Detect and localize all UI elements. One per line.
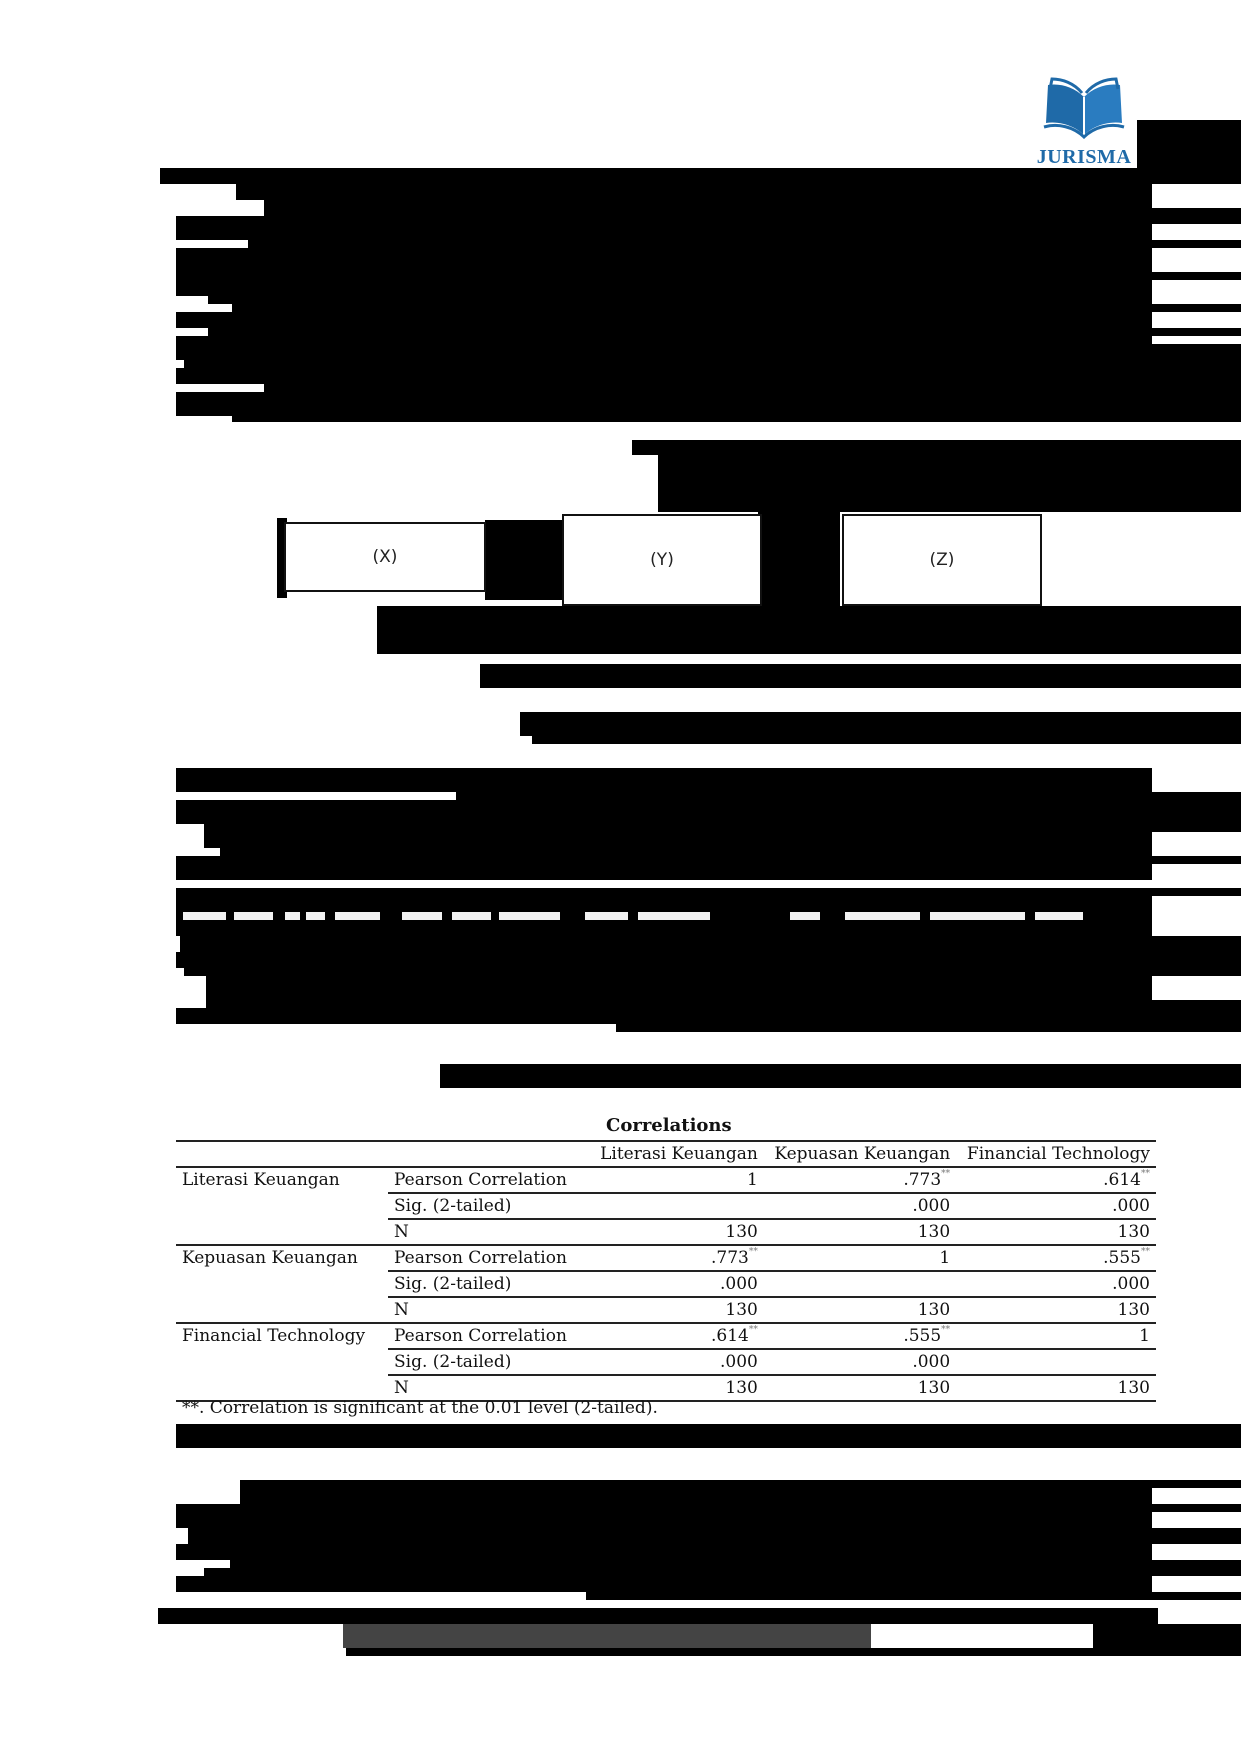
stripe-break: [1025, 912, 1035, 920]
stat-label: Pearson Correlation: [388, 1323, 590, 1349]
line-gap: [632, 455, 658, 512]
redacted-figure-caption: [480, 664, 1241, 688]
line-gap: [1152, 1488, 1241, 1504]
line-gap: [176, 1024, 616, 1032]
line-gap: [1152, 184, 1241, 208]
variable-label: Financial Technology: [176, 1323, 388, 1401]
stat-label: Pearson Correlation: [388, 1245, 590, 1271]
cell: 130: [956, 1375, 1156, 1401]
variable-box-z: [842, 514, 1042, 606]
redacted-header: [160, 168, 1241, 184]
stat-label: Sig. (2-tailed): [388, 1271, 590, 1297]
line-gap: [520, 736, 532, 744]
stat-label: N: [388, 1297, 590, 1323]
cell: 1: [764, 1245, 956, 1271]
cell: 130: [764, 1375, 956, 1401]
stripe-break: [226, 912, 234, 920]
journal-name: JURISMA: [1036, 146, 1132, 168]
journal-logo: [1030, 75, 1138, 175]
line-gap: [176, 936, 180, 952]
stripe-break: [442, 912, 452, 920]
stat-label: Pearson Correlation: [388, 1167, 590, 1193]
line-gap: [176, 968, 184, 976]
line-gap: [176, 824, 204, 848]
table-row: [176, 1167, 1156, 1193]
cell: 130: [590, 1297, 764, 1323]
redacted-diagram-arrow-2: [758, 512, 840, 608]
cell: [764, 1271, 956, 1297]
column-header: Literasi Keuangan: [600, 1144, 758, 1164]
redacted-diagram-arrow-1: [485, 520, 565, 600]
redacted-footer-rule: [158, 1608, 1158, 1624]
redacted-footer-strip: [346, 1648, 1241, 1656]
line-gap: [1152, 224, 1241, 240]
line-gap: [1152, 976, 1241, 1000]
cell: [956, 1349, 1156, 1375]
line-gap: [1152, 896, 1241, 936]
line-gap: [176, 1528, 188, 1544]
cell: .555**: [956, 1245, 1156, 1271]
line-gap: [176, 184, 236, 200]
cell: 1: [956, 1323, 1156, 1349]
stat-label: N: [388, 1219, 590, 1245]
stripe-break: [920, 912, 930, 920]
redacted-section-heading: [520, 712, 1241, 744]
cell: 1: [590, 1167, 764, 1193]
line-gap: [1152, 768, 1241, 792]
table-title: Correlations: [606, 1115, 732, 1136]
variable-box-y: [562, 514, 762, 606]
stripe-break: [325, 912, 335, 920]
cell: .000: [956, 1193, 1156, 1219]
line-gap: [176, 304, 232, 312]
stripe-break: [628, 912, 638, 920]
stripe-break: [560, 912, 585, 920]
line-gap: [176, 240, 248, 248]
line-gap: [1152, 832, 1241, 856]
variable-x-label: (X): [372, 547, 398, 567]
cell: .555**: [764, 1323, 956, 1349]
line-gap: [1152, 1512, 1241, 1528]
line-gap: [176, 360, 184, 368]
stripe-break: [820, 912, 845, 920]
redacted-table-source: [176, 1424, 1241, 1448]
redacted-paragraph-2: [176, 768, 1241, 880]
redacted-paragraph-4: [176, 1480, 1241, 1600]
column-header: Financial Technology: [966, 1144, 1150, 1164]
cell: [590, 1193, 764, 1219]
cell: .000: [764, 1349, 956, 1375]
line-gap: [1152, 312, 1241, 328]
cell: 130: [590, 1219, 764, 1245]
header-spacer: [388, 1141, 590, 1167]
line-gap: [1152, 1544, 1241, 1560]
cell: 130: [590, 1375, 764, 1401]
variable-z-label: (Z): [929, 550, 955, 570]
line-gap: [176, 1488, 232, 1504]
stripe-break: [300, 912, 306, 920]
variable-box-x: [284, 522, 486, 592]
cell: .000: [590, 1349, 764, 1375]
redacted-paragraph-1: [176, 184, 1241, 422]
line-gap: [176, 792, 456, 800]
table-footnote: **. Correlation is significant at the 0.01 level (2-tailed).: [182, 1398, 658, 1418]
line-gap: [176, 1000, 198, 1008]
stat-label: Sig. (2-tailed): [388, 1193, 590, 1219]
line-gap: [176, 1560, 230, 1568]
cell: .000: [764, 1193, 956, 1219]
stripe-break: [380, 912, 402, 920]
redacted-header-right: [1137, 120, 1241, 184]
header-spacer: [176, 1141, 388, 1167]
line-gap: [176, 384, 264, 392]
redacted-diagram-caption-top: [632, 440, 1241, 512]
redacted-table-caption: [440, 1064, 1241, 1088]
line-gap: [176, 848, 220, 856]
line-gap: [176, 1592, 586, 1600]
cell: .000: [956, 1271, 1156, 1297]
redacted-diagram-bottom: [377, 606, 1241, 654]
stripe-break: [491, 912, 499, 920]
stat-label: N: [388, 1375, 590, 1401]
cell: .000: [590, 1271, 764, 1297]
stat-label: Sig. (2-tailed): [388, 1349, 590, 1375]
cell: 130: [956, 1219, 1156, 1245]
line-gap: [176, 1568, 204, 1576]
cell: .614**: [956, 1167, 1156, 1193]
line-gap: [1152, 864, 1241, 880]
cell: 130: [764, 1297, 956, 1323]
cell: .773**: [590, 1245, 764, 1271]
table-row: [176, 1245, 1156, 1271]
cell: 130: [956, 1297, 1156, 1323]
line-gap: [1152, 248, 1241, 272]
cell: .614**: [590, 1323, 764, 1349]
line-gap: [1152, 280, 1241, 304]
cell: .773**: [764, 1167, 956, 1193]
line-gap: [1152, 1576, 1241, 1592]
line-gap: [1152, 336, 1241, 344]
redacted-footer-citation: [343, 1624, 871, 1648]
column-header: Kepuasan Keuangan: [774, 1144, 951, 1164]
line-gap: [176, 208, 264, 216]
line-gap: [176, 328, 208, 336]
line-gap: [176, 200, 264, 208]
redacted-paragraph-3: [176, 888, 1241, 1032]
variable-label: Literasi Keuangan: [176, 1167, 388, 1245]
variable-y-label: (Y): [650, 550, 674, 570]
cell: 130: [764, 1219, 956, 1245]
stripe-break: [273, 912, 285, 920]
variable-label: Kepuasan Keuangan: [176, 1245, 388, 1323]
line-gap: [176, 416, 232, 422]
stripe-break: [710, 912, 790, 920]
table-row: [176, 1323, 1156, 1349]
open-book-icon: [1040, 77, 1128, 139]
